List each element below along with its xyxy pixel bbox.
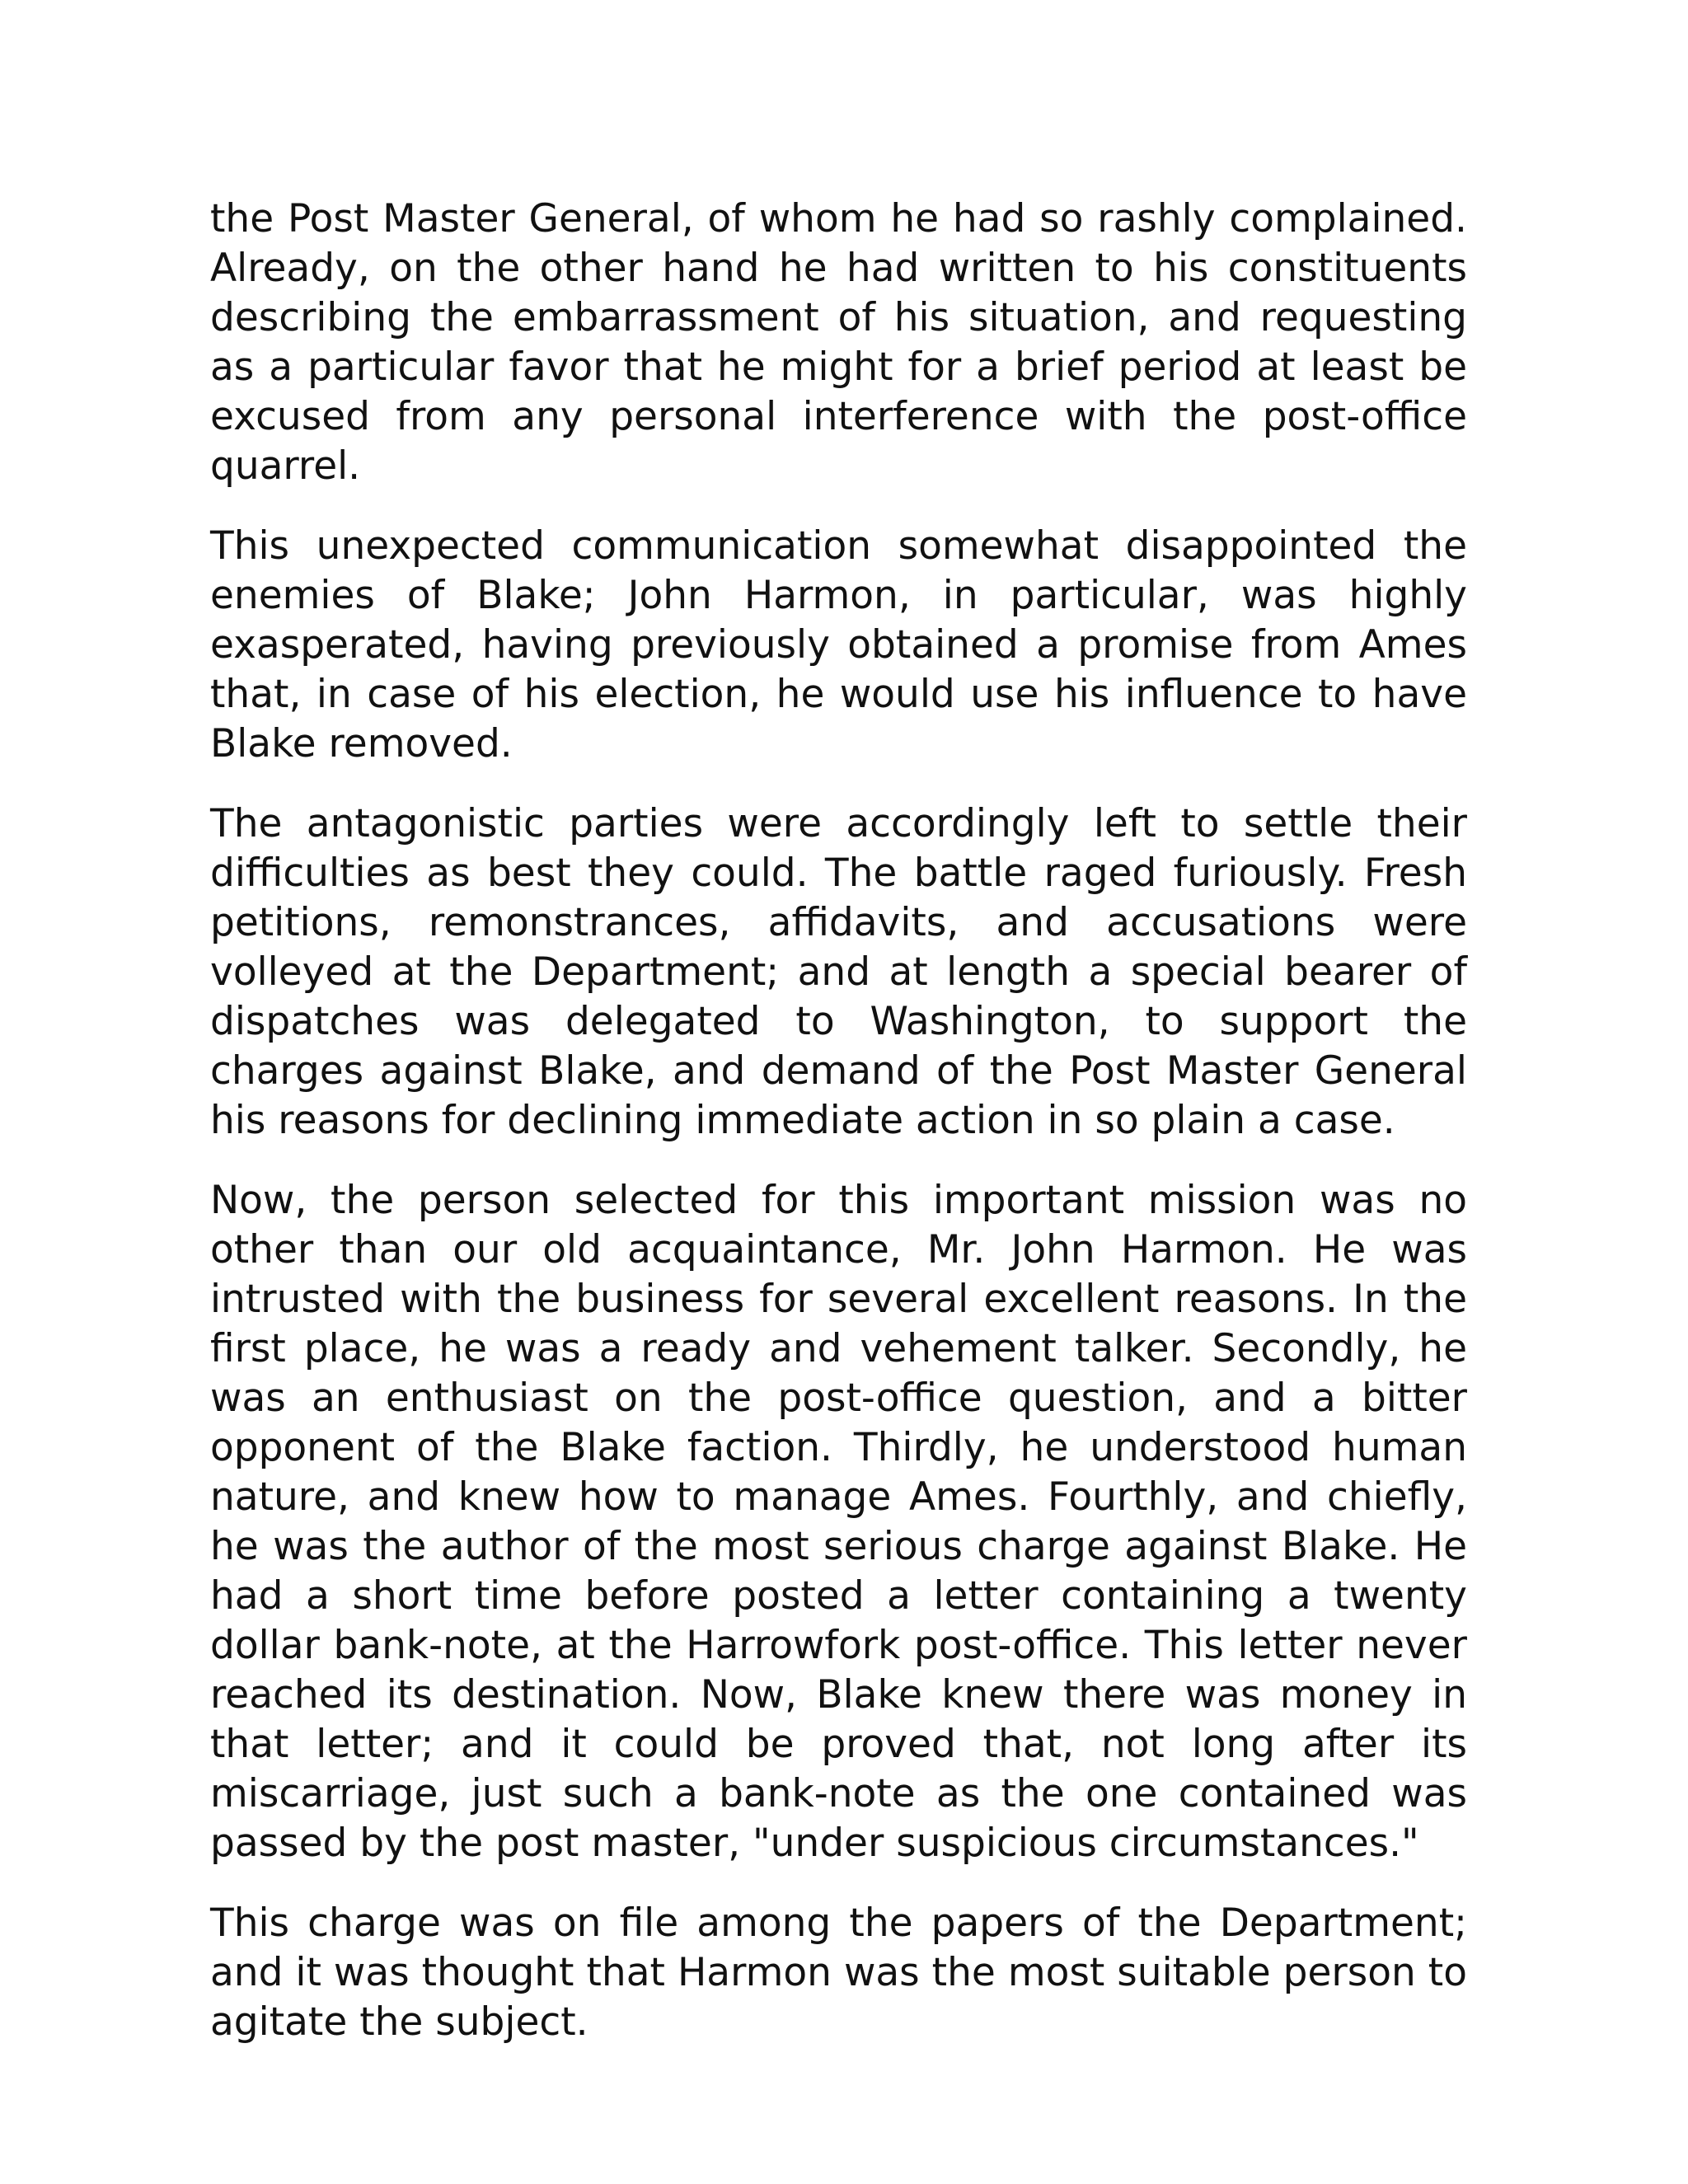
paragraph-1: the Post Master General, of whom he had so rashly complained. Already, on the other hand he had written to his constituents describing the embarrassment of his situation, and requesting as a particular favor that he might for a brief period at least be excused from any personal interference with the post-office quarrel.	[210, 196, 1467, 489]
paragraph-3: The antagonistic parties were accordingly left to settle their difficulties as best they could. The battle raged furiously. Fresh petitions, remonstrances, affidavits, and accusations were volleyed at the Department; and at length a special bearer of dispatches was delegated to Washington, to support the charges against Blake, and demand of the Post Master General his reasons for declining immediate action in so plain a case.	[210, 801, 1467, 1143]
document-page	[210, 194, 1467, 2078]
paragraph-5: This charge was on file among the papers of the Department; and it was thought that Harmon was the most suitable person to agitate the subject.	[210, 1900, 1467, 2045]
paragraph-4: Now, the person selected for this important mission was no other than our old acquaintance, Mr. John Harmon. He was intrusted with the business for several excellent reasons. In the first place, he was a ready and vehement talker. Secondly, he was an enthusiast on the post-office question, and a bitter opponent of the Blake faction. Thirdly, he understood human nature, and knew how to manage Ames. Fourthly, and chiefly, he was the author of the most serious charge against Blake. He had a short time before posted a letter containing a twenty dollar bank-note, at the Harrowfork post-office. This letter never reached its destination. Now, Blake knew there was money in that letter; and it could be proved that, not long after its miscarriage, just such a bank-note as the one contained was passed by the post master, "under suspicious circumstances."	[210, 1178, 1467, 1866]
paragraph-2: This unexpected communication somewhat disappointed the enemies of Blake; John Harmon, in particular, was highly exasperated, having previously obtained a promise from Ames that, in case of his election, he would use his influence to have Blake removed.	[210, 523, 1467, 766]
